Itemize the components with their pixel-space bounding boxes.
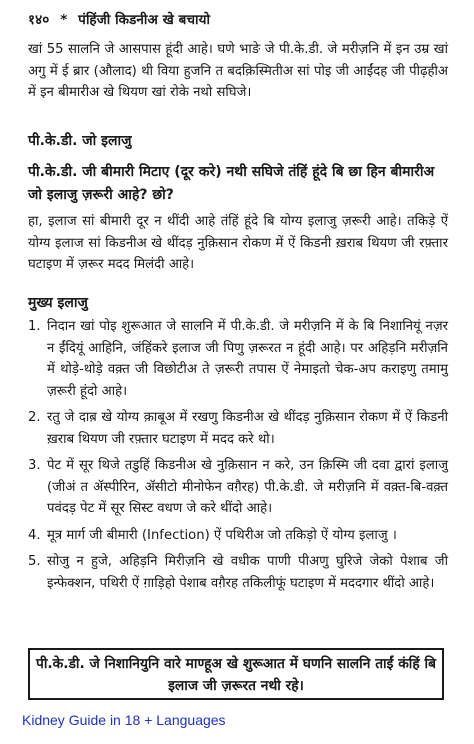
list-item-number: 1. <box>28 319 41 334</box>
list-item <box>28 551 448 594</box>
footer-link[interactable]: Kidney Guide in 18 + Languages <box>22 712 226 728</box>
list-item <box>28 525 448 547</box>
main-treatment-heading: मुख्य इलाजु <box>28 295 88 311</box>
list-item-number: 5. <box>28 554 41 569</box>
list-item-number: 4. <box>28 527 41 543</box>
list-item-text: मूत्र मार्ग जी बीमारी (Infection) ऐं पथिरीअ जो तकिड़ो ऐं योग्य इलाजु । <box>47 527 397 543</box>
treatment-list <box>28 316 448 599</box>
list-item <box>28 316 448 402</box>
list-item-number: 2. <box>28 410 41 425</box>
page-number: १४० <box>28 12 50 28</box>
treatment-question: पी.के.डी. जी बीमारी मिटाए (दूर करे) नथी सघिजे तंहिं हूंदे बि छा हिन बीमारीअ जो इलाजु ज़रूरी आहे? छो? <box>28 164 435 203</box>
highlight-note-box: पी.के.डी. जे निशानियुनि वारे माण्हूअ खे शुरूआत में घणनि सालनि ताईं कंहिं बि इलाज जी ज़रूरत नथी रहे। <box>28 648 444 700</box>
list-item-text: पेट में सूर थिजे तडुहिं किडनीअ खे नुक़िसान न करे, उन क़िस्मि जी दवा द्वारां इलाजु (जीअं त ॲस्पीरिन, ॲसीटो मीनोफेन वग़ैरह) पी.के.डी. जे मरीज़नि में वक़्त-बि-वक़्त पवंदड़ पेट में सूर सिस्ट वधण जे करे थींदो आहे। <box>47 458 448 516</box>
treatment-answer: हा, इलाज सां बीमारी दूर न थींदी आहे तंहिं हूंदे बि योग्य इलाजु ज़रूरी आहे। तकिड़े ऐं योग्य इलाज सां किडनीअ खे थींदड़ नुक़िसान रोकण में ऐं किडनी ख़राब थियण जी रफ़्तार घटाइण में ज़रूर मदद मिलंदी आहे। <box>28 214 448 272</box>
list-item-text: निदान खां पोइ शुरूआत जे सालनि में पी.के.डी. जे मरीज़नि में के बि निशानियूं नज़र न ईंदियूं आहिनि, जंहिंकरे इलाज जी पिणु ज़रूरत न हूंदी आहे। पर अहिड़नि मरीज़नि में थोड़े-थोड़े वक़्त जी विछोटीअ ते ज़रूरी तपास ऐं नेमाइतो चेक-अप कराइणु तमामु ज़रूरी हूंदो आहे। <box>47 319 448 399</box>
page-header <box>28 10 448 28</box>
list-item-text: रतु जे दाब़ खे योग्य क़ाबूअ में रखणु किडनीअ खे थींदड़ नुक़िसान रोकण में ऐं किडनी ख़राब थियण जी रफ़्तार घटाइण में मदद करे थो। <box>47 410 448 447</box>
book-title: पंहिंजी किडनीअ खे बचायो <box>78 12 211 28</box>
header-separator: * <box>60 12 68 28</box>
list-item-text: सोजु न हुजे, अहिड़नि मिरीज़नि खे वधीक पाणी पीअणु घुरिजे जेको पेशाब जी इन्फेक्शन, पथिरी ऐं ग़ाड़िहो पेशाब वग़ैरह तकिलीफूं घटाइण में मददगार थींदो आहे। <box>47 554 448 591</box>
list-item <box>28 455 448 520</box>
list-item-number: 3. <box>28 458 41 473</box>
treatment-heading: पी.के.डी. जो इलाजु <box>28 133 132 149</box>
intro-paragraph: खां 55 सालनि जे आसपास हूंदी आहे। घणे भाङे जे पी.के.डी. जे मरीज़नि में इन उम्र खां अगु में ई ब्रार (औलाद) थी विया हुजनि त बदक़िस्मितीअ सां पोइ जी आईंदह जी पीढ़हीअ में इन बीमारीअ खे थियण खां रोके नथो सघिजे। <box>28 42 448 100</box>
list-item <box>28 407 448 450</box>
